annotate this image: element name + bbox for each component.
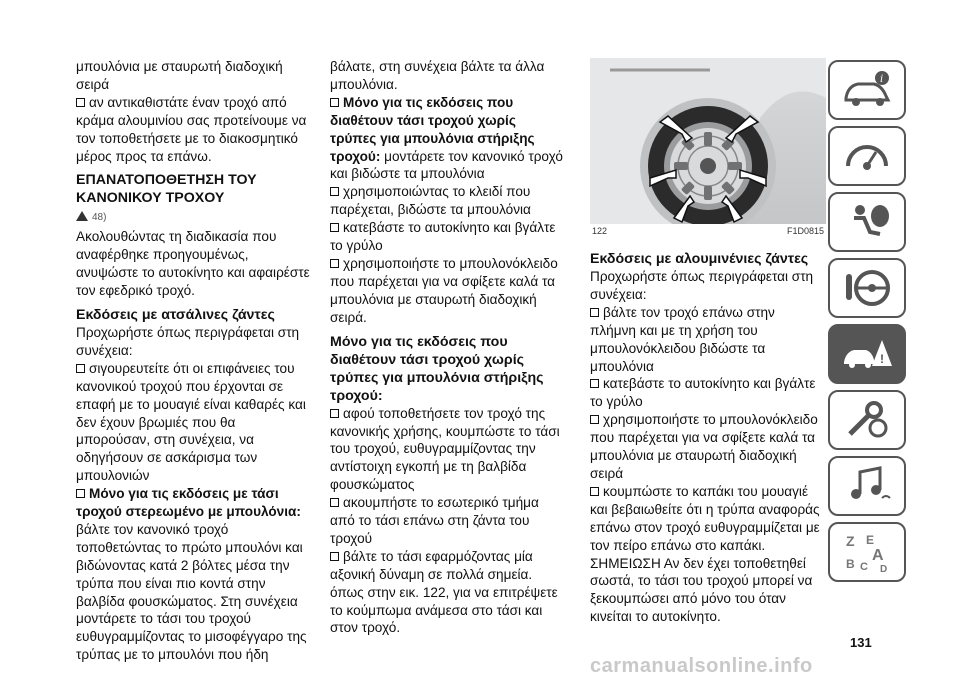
index-icon	[840, 530, 894, 574]
bullet-item: κατεβάστε το αυτοκίνητο και βγάλτε το γρύλο	[330, 220, 556, 254]
section-heading: Εκδόσεις με αλουμινένιες ζάντες	[590, 251, 809, 267]
checkbox-bullet-icon	[590, 415, 599, 424]
dashboard-icon	[840, 134, 894, 178]
page-number: 131	[850, 635, 872, 650]
tab-multimedia[interactable]	[828, 456, 906, 516]
paragraph: Προχωρήστε όπως περιγράφεται στη συνέχεια:	[590, 269, 814, 302]
svg-text:C: C	[860, 561, 868, 573]
checkbox-bullet-icon	[76, 364, 85, 373]
bullet-item: κατεβάστε το αυτοκίνητο και βγάλτε το γρύλο	[590, 376, 816, 410]
warning-reference: 48)	[76, 209, 310, 227]
section-heading: Εκδόσεις με ατσάλινες ζάντες	[76, 306, 275, 323]
checkbox-bullet-icon	[590, 308, 599, 317]
watermark: carmanualsonline.info	[590, 655, 813, 677]
tab-safety[interactable]	[828, 192, 906, 252]
bullet-item: χρησιμοποιήστε το μπουλονόκλειδο που παρέχεται για να σφίξετε καλά τα μπουλόνια με σταυρωτή διαδοχική σειρά	[590, 412, 818, 481]
svg-text:Z: Z	[846, 533, 855, 549]
bullet-item: αν αντικαθιστάτε έναν τροχό από κράμα αλουμινίου σας προτείνουμε να τον τοποθετήσετε με το διακοσμητικό μέρος προς τα επάνω.	[76, 94, 307, 164]
multimedia-icon	[840, 464, 894, 508]
tab-maintenance[interactable]	[828, 390, 906, 450]
checkbox-bullet-icon	[590, 379, 599, 388]
svg-text:E: E	[866, 533, 875, 547]
bullet-item: σιγουρευτείτε ότι οι επιφάνειες του κανονικού τροχού που έρχονται σε επαφή με το μουαγιέ είναι καθαρές και δεν έχουν βρωμιές που θα μπορούσαν, στη συνέχεια, να οδηγήσουν σε ασκάρισμα των μπουλονιών	[76, 360, 306, 484]
text-column-3	[590, 244, 824, 626]
checkbox-bullet-icon	[330, 187, 339, 196]
checkbox-bullet-icon	[330, 98, 339, 107]
svg-text:D: D	[880, 564, 888, 574]
text-column-2	[330, 58, 564, 637]
wheel-illustration	[590, 58, 826, 224]
bullet-item: βάλτε το τάσι εφαρμόζοντας μία αξονική δύναμη σε πολλά σημεία. όπως στην εικ. 122, για να επιτρέψετε το κούμπωμα ανάμεσα στο τάσι και στον τροχό.	[330, 548, 558, 636]
checkbox-bullet-icon	[330, 223, 339, 232]
car-info-icon	[840, 68, 894, 112]
checkbox-bullet-icon	[76, 98, 85, 107]
paragraph: βάλατε, στη συνέχεια βάλτε τα άλλα μπουλόνια.	[330, 59, 545, 92]
paragraph: Προχωρήστε όπως περιγράφεται στη συνέχεια:	[76, 324, 300, 358]
bullet-item: Μόνο για τις εκδόσεις με τάσι τροχού στερεωμένο με μπουλόνια: βάλτε τον κανονικό τροχό τοποθετώντας το πρώτο μπουλόνι και βιδώνοντας κατά 2 βόλτες μέσα την τρύπα που είναι πιο κοντά στην βαλβίδα φουσκώματος. Στη συνέχεια μοντάρετε το τάσι του τροχού ευθυγραμμίζοντας το μισοφέγγαρο της τρύπας με το μπουλόνι που ήδη	[76, 486, 307, 663]
bullet-item: βάλτε τον τροχό επάνω στην πλήμνη και με τη χρήση του μπουλονόκλειδου βιδώστε τα μπουλόνια	[590, 304, 775, 374]
warning-triangle-icon	[76, 211, 88, 221]
svg-text:B: B	[846, 557, 855, 571]
bullet-item: ακουμπήστε το εσωτερικό τμήμα από το τάσι επάνω στη ζάντα του τροχού	[330, 495, 539, 546]
tab-dashboard[interactable]	[828, 126, 906, 186]
bullet-item: χρησιμοποιώντας το κλειδί που παρέχεται, βιδώστε τα μπουλόνια	[330, 184, 531, 218]
section-heading: ΕΠΑΝΑΤΟΠΟΘΕΤΗΣΗ ΤΟΥ ΚΑΝΟΝΙΚΟΥ ΤΡΟΧΟΥ	[76, 172, 257, 207]
chapter-tabs	[828, 60, 908, 588]
svg-text:!: !	[880, 352, 884, 366]
tab-emergency[interactable]	[828, 324, 906, 384]
text-column-1	[76, 58, 310, 664]
figure-code: F1D0815	[786, 226, 824, 236]
bullet-item: χρησιμοποιήστε το μπουλονόκλειδο που παρέχεται για να σφίξετε καλά τα μπουλόνια με σταυρωτή διαδοχική σειρά.	[330, 255, 558, 325]
checkbox-bullet-icon	[330, 498, 339, 507]
paragraph: μπουλόνια με σταυρωτή διαδοχική σειρά	[76, 59, 283, 92]
note-paragraph: ΣΗΜΕΙΩΣΗ Αν δεν έχει τοποθετηθεί σωστά, το τάσι του τροχού μπορεί να ξεκουμπώσει από μόνο του όταν κινείται το αυτοκίνητο.	[590, 555, 813, 625]
bullet-item: κουμπώστε το καπάκι του μουαγιέ και βεβαιωθείτε ότι η τρύπα αναφοράς επάνω στον τροχό ευθυγραμμίζεται με τον πείρο επάνω στο καπάκι.	[590, 483, 820, 553]
section-heading: Μόνο για τις εκδόσεις που διαθέτουν τάσι τροχού χωρίς τρύπες για μπουλόνια στήριξης τροχού:	[330, 333, 544, 404]
checkbox-bullet-icon	[330, 409, 339, 418]
svg-text:A: A	[872, 547, 884, 564]
checkbox-bullet-icon	[330, 552, 339, 561]
checkbox-bullet-icon	[330, 259, 339, 268]
checkbox-bullet-icon	[590, 487, 599, 496]
tab-starting-driving[interactable]	[828, 258, 906, 318]
tab-index[interactable]	[828, 522, 906, 582]
airbag-safety-icon	[840, 200, 894, 244]
svg-text:i: i	[880, 74, 884, 85]
bullet-item: Μόνο για τις εκδόσεις που διαθέτουν τάσι τροχού χωρίς τρύπες για μπουλόνια στήριξης τροχού: μοντάρετε τον κανονικό τροχό και βιδώστε τα μπουλόνια	[330, 94, 563, 182]
tab-car-info[interactable]	[828, 60, 906, 120]
paragraph: Ακολουθώντας τη διαδικασία που αναφέρθηκε προηγουμένως, ανυψώστε το αυτοκίνητο και αφαιρέστε τον εφεδρικό τροχό.	[76, 229, 310, 299]
steering-icon	[840, 266, 894, 310]
figure-number: 122	[592, 226, 608, 236]
wheel-cover-figure	[590, 58, 826, 224]
maintenance-icon	[840, 398, 894, 442]
emergency-icon	[840, 332, 894, 376]
bullet-item: αφού τοποθετήσετε τον τροχό της κανονικής χρήσης, κουμπώστε το τάσι του τροχού, ευθυγραμμίζοντας την αντίστοιχη εγκοπή με τη βαλβίδα φουσκώματος	[330, 405, 560, 493]
checkbox-bullet-icon	[76, 489, 85, 498]
